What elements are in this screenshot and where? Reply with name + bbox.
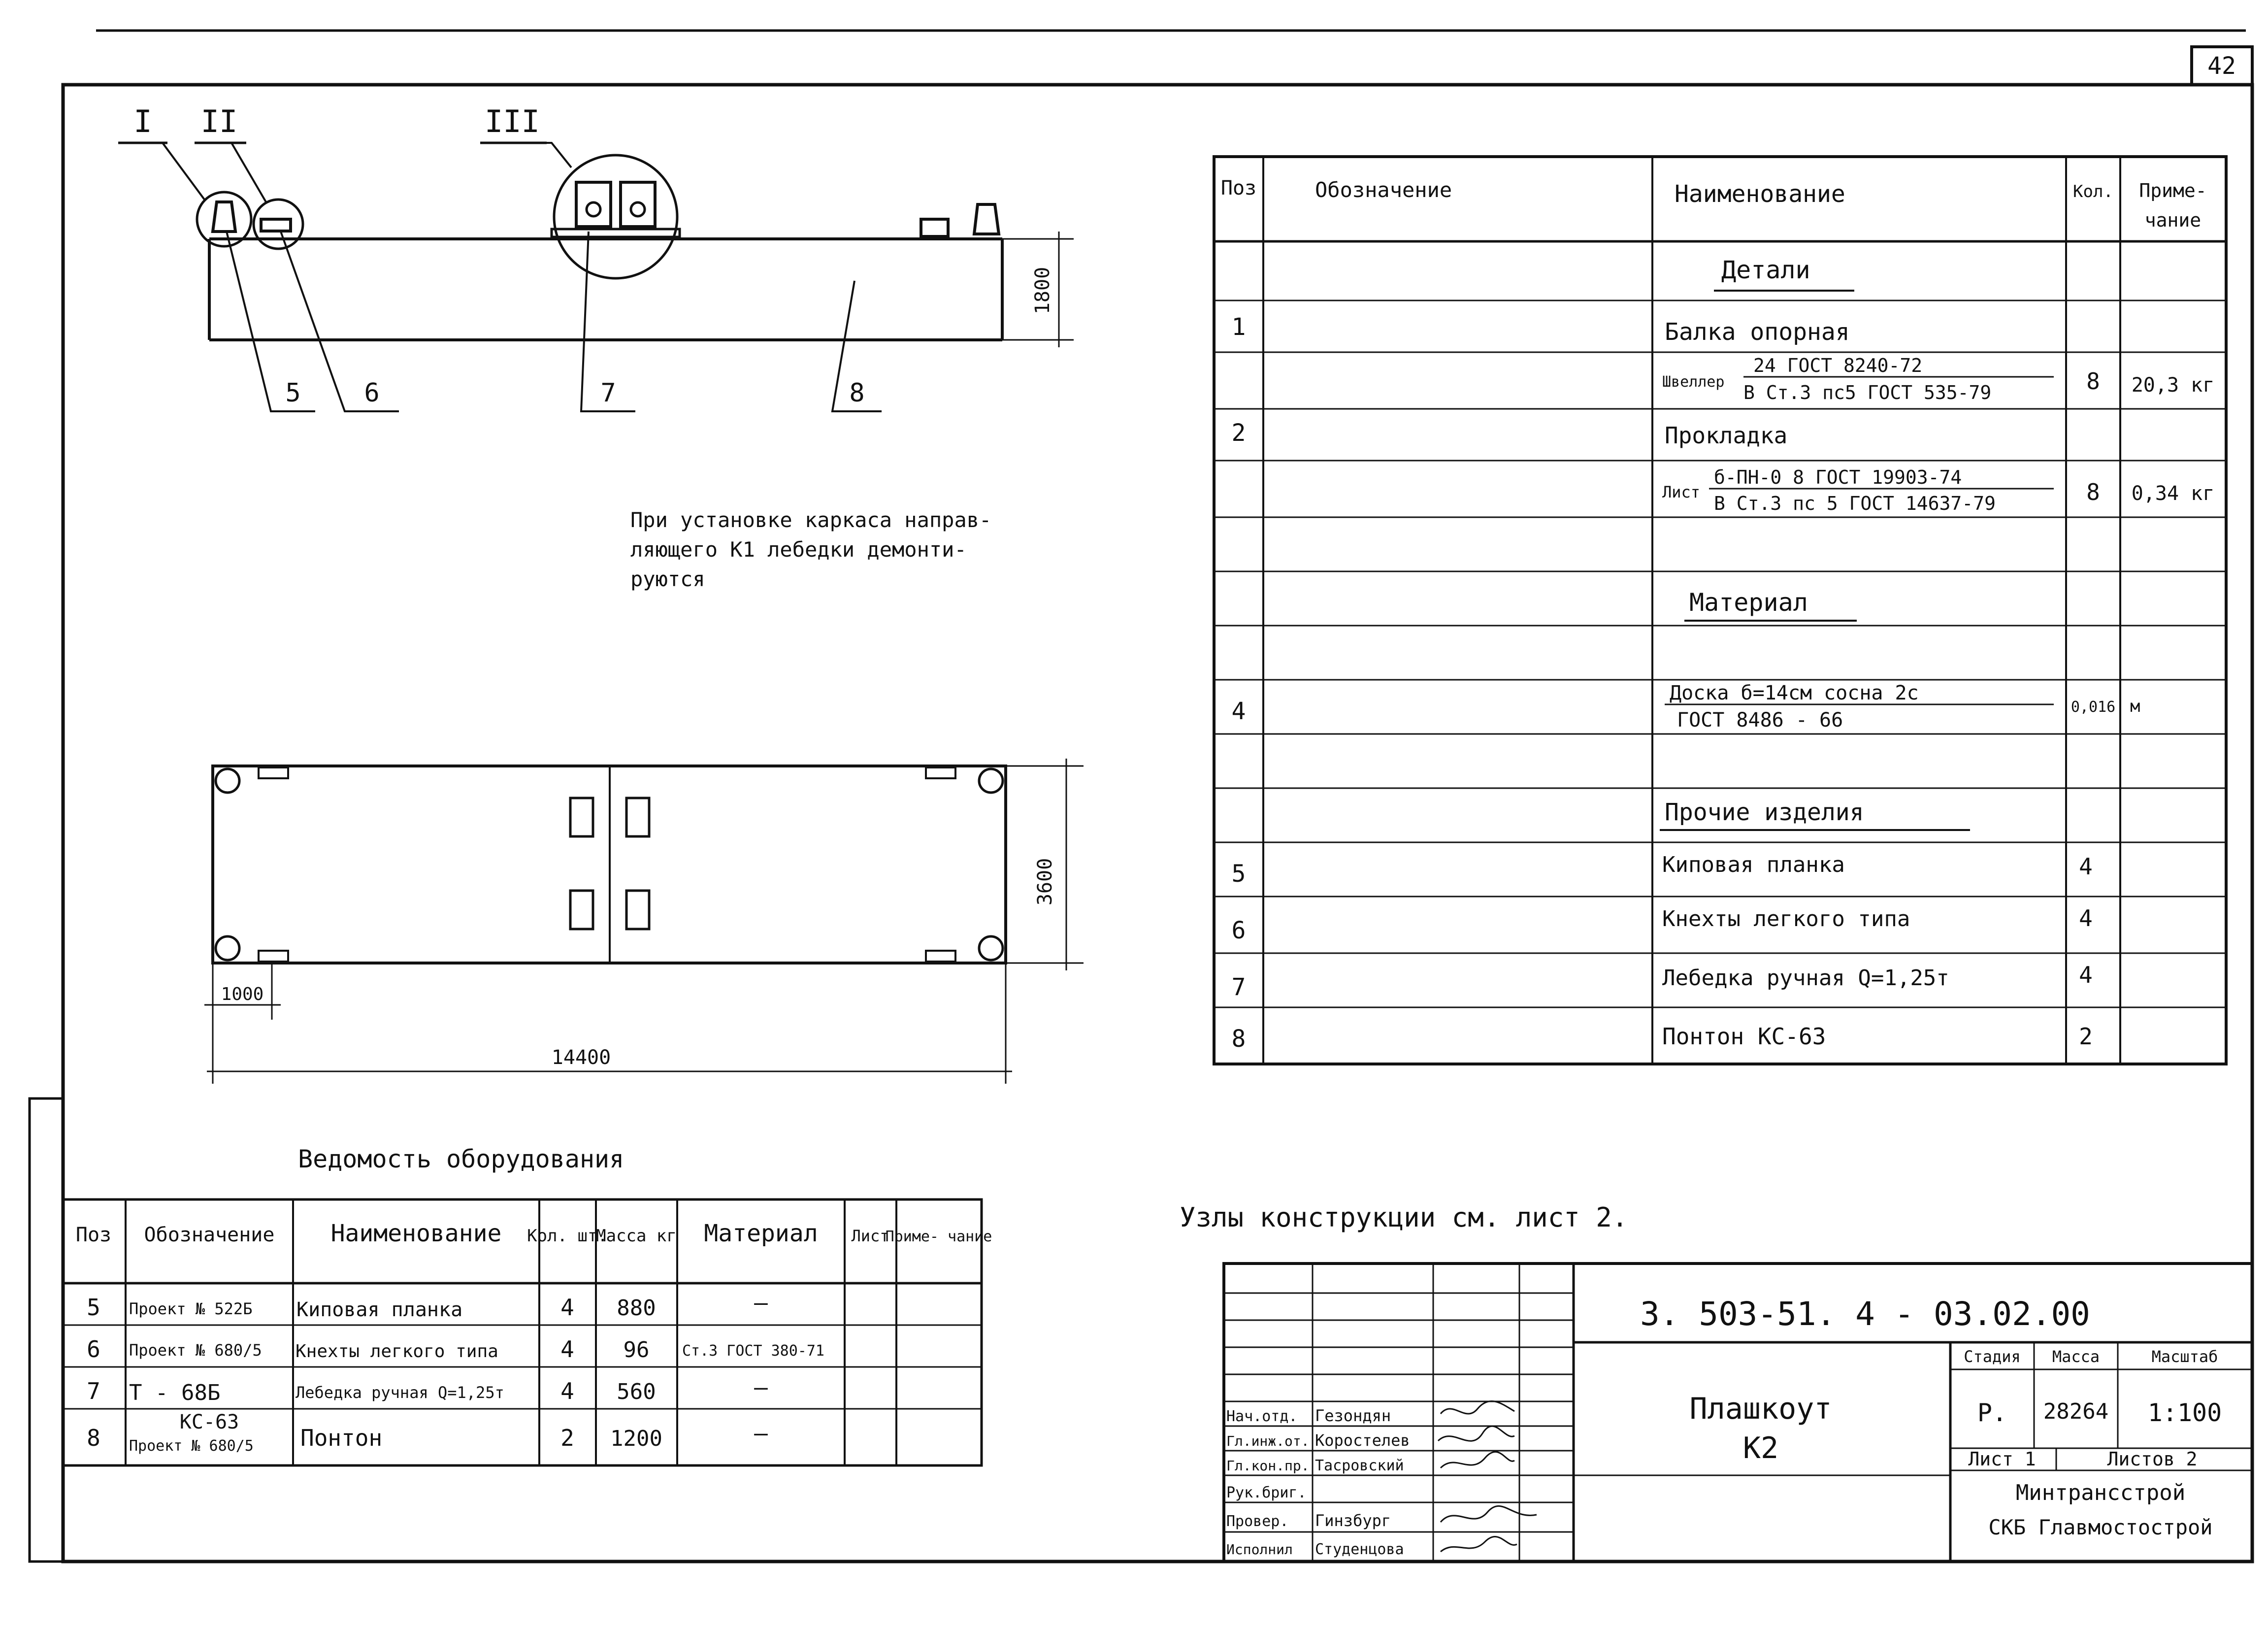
mass-value: 28264 bbox=[2043, 1399, 2109, 1424]
plan-height-dimension: 3600 bbox=[1034, 858, 1056, 906]
position-label-6: 6 bbox=[364, 378, 380, 408]
equipment-title: Ведомость оборудования bbox=[298, 1145, 625, 1173]
equip-name-8: Понтон bbox=[300, 1425, 383, 1451]
position-label-8: 8 bbox=[849, 378, 865, 408]
equip-qty-5: 4 bbox=[560, 1294, 574, 1321]
spec-qty-8: 2 bbox=[2079, 1023, 2093, 1050]
equip-pos-7: 7 bbox=[87, 1378, 100, 1404]
staff-role-4: Рук.бриг. bbox=[1226, 1484, 1307, 1501]
equip-pos-6: 6 bbox=[87, 1336, 100, 1363]
callout-label-II: II bbox=[200, 103, 238, 139]
spec-pos-4: 4 bbox=[1231, 698, 1246, 725]
spec-header-name: Наименование bbox=[1675, 180, 1845, 208]
equip-header-mass: Масса кг bbox=[596, 1226, 677, 1246]
spec-section-details: Детали bbox=[1721, 256, 1810, 284]
equip-header-qty: Кол. шт. bbox=[527, 1226, 608, 1246]
scale-value: 1:100 bbox=[2147, 1398, 2222, 1427]
spec-sheet-bottom: В Ст.3 пс 5 ГОСТ 14637-79 bbox=[1714, 493, 1996, 514]
equip-mass-5: 880 bbox=[617, 1296, 656, 1321]
staff-name-5: Гинзбург bbox=[1315, 1511, 1391, 1530]
equip-name-7: Лебедка ручная Q=1,25т bbox=[296, 1383, 504, 1402]
spec-pos-6: 6 bbox=[1231, 917, 1246, 944]
equip-code2-8: Проект № 680/5 bbox=[129, 1437, 254, 1455]
equip-material-7: — bbox=[754, 1374, 768, 1400]
spec-name-5: Киповая планка bbox=[1662, 852, 1845, 877]
spec-header-note-1: Приме- bbox=[2139, 180, 2207, 201]
equip-material-8: — bbox=[754, 1420, 768, 1446]
spec-channel-bottom: В Ст.3 пс5 ГОСТ 535-79 bbox=[1743, 382, 1992, 403]
equip-mass-7: 560 bbox=[617, 1379, 656, 1404]
title-line-2: К2 bbox=[1742, 1431, 1779, 1465]
staff-role-2: Гл.инж.от. bbox=[1226, 1433, 1310, 1449]
plan-width-dimension: 14400 bbox=[551, 1046, 611, 1069]
spec-board-bottom: ГОСТ 8486 - 66 bbox=[1677, 709, 1843, 731]
equip-header-sheet: Лист bbox=[851, 1227, 889, 1245]
spec-qty-6: 4 bbox=[2079, 905, 2093, 931]
staff-role-1: Нач.отд. bbox=[1226, 1408, 1298, 1425]
equip-material-6: Ст.3 ГОСТ 380-71 bbox=[682, 1342, 824, 1360]
spec-note-sheet: 0,34 кг bbox=[2131, 482, 2215, 505]
equip-code-6: Проект № 680/5 bbox=[129, 1341, 262, 1360]
spec-channel-top: 24 ГОСТ 8240-72 bbox=[1753, 355, 1923, 376]
equip-material-5: — bbox=[754, 1289, 768, 1316]
signature-5 bbox=[1441, 1506, 1537, 1522]
installation-note bbox=[630, 508, 991, 591]
equip-qty-7: 4 bbox=[560, 1378, 574, 1404]
equip-header-material: Материал bbox=[704, 1220, 818, 1247]
equip-mass-8: 1200 bbox=[610, 1426, 662, 1451]
equip-header-pos: Поз bbox=[75, 1224, 112, 1246]
spec-unit-board: м bbox=[2130, 697, 2140, 716]
equip-qty-6: 4 bbox=[560, 1336, 574, 1363]
position-label-5: 5 bbox=[285, 378, 301, 408]
equip-header-name: Наименование bbox=[330, 1220, 502, 1247]
spec-sheet-top: б-ПН-0 8 ГОСТ 19903-74 bbox=[1714, 466, 1962, 488]
spec-header-designation: Обозначение bbox=[1315, 178, 1452, 202]
spec-pos-7: 7 bbox=[1231, 973, 1246, 1001]
sheets-value: Листов 2 bbox=[2107, 1448, 2198, 1470]
staff-name-1: Гезондян bbox=[1315, 1406, 1391, 1425]
spec-qty-7: 4 bbox=[2079, 962, 2093, 988]
plan-offset-dimension: 1000 bbox=[221, 984, 264, 1004]
staff-role-5: Провер. bbox=[1226, 1513, 1289, 1530]
spec-note-channel: 20,3 кг bbox=[2131, 374, 2215, 397]
equip-name-6: Кнехты легкого типа bbox=[296, 1341, 498, 1362]
callout-label-III: III bbox=[485, 103, 540, 139]
equip-pos-8: 8 bbox=[87, 1425, 100, 1451]
equip-mass-6: 96 bbox=[623, 1337, 650, 1363]
equip-qty-8: 2 bbox=[560, 1425, 574, 1451]
staff-role-3: Гл.кон.пр. bbox=[1226, 1458, 1310, 1474]
staff-role-6: Исполнил bbox=[1226, 1541, 1293, 1558]
stage-label: Стадия bbox=[1964, 1347, 2021, 1366]
spec-pos-5: 5 bbox=[1231, 860, 1246, 888]
spec-section-material: Материал bbox=[1689, 588, 1808, 617]
equip-code-7: Т - 68Б bbox=[129, 1380, 221, 1405]
spec-pos-2: 2 bbox=[1231, 419, 1246, 447]
sheet-frame bbox=[63, 85, 2252, 1562]
spec-pos-1: 1 bbox=[1231, 313, 1246, 341]
nodes-note: Узлы конструкции см. лист 2. bbox=[1180, 1202, 1628, 1233]
specification-table bbox=[1214, 157, 2226, 1064]
spec-name-7: Лебедка ручная Q=1,25т bbox=[1662, 965, 1949, 991]
organization-1: Минтрансстрой bbox=[2015, 1480, 2186, 1505]
spec-prefix-sheet: Лист bbox=[1662, 483, 1701, 501]
note-line-3: руются bbox=[630, 567, 705, 591]
sheet-value: Лист 1 bbox=[1968, 1448, 2036, 1470]
spec-board-top: Доска б=14см сосна 2с bbox=[1670, 682, 1919, 704]
spec-qty-5: 4 bbox=[2079, 853, 2093, 880]
callout-label-I: I bbox=[133, 103, 152, 139]
signature-3 bbox=[1441, 1452, 1514, 1468]
binding-strip bbox=[30, 1098, 63, 1562]
spec-qty-board: 0,016 bbox=[2071, 698, 2116, 716]
spec-header-pos: Поз bbox=[1220, 177, 1257, 199]
staff-name-3: Тасровский bbox=[1315, 1457, 1404, 1474]
equip-code-8: КС-63 bbox=[179, 1411, 239, 1433]
scale-label: Масштаб bbox=[2151, 1347, 2218, 1366]
height-dimension: 1800 bbox=[1031, 266, 1054, 315]
signature-2 bbox=[1438, 1426, 1514, 1441]
spec-name-6: Кнехты легкого типа bbox=[1662, 906, 1910, 931]
signature-1 bbox=[1441, 1401, 1514, 1414]
title-line-1: Плашкоут bbox=[1689, 1392, 1832, 1426]
note-line-2: ляющего К1 лебедки демонти- bbox=[630, 537, 967, 562]
spec-name-8: Понтон КС-63 bbox=[1662, 1023, 1826, 1050]
equip-header-designation: Обозначение bbox=[144, 1224, 275, 1246]
title-block bbox=[1224, 1263, 2252, 1562]
callout-circle-III bbox=[554, 155, 677, 278]
note-line-1: При установке каркаса направ- bbox=[630, 508, 992, 532]
mass-label: Масса bbox=[2052, 1347, 2100, 1366]
spec-header-qty: Кол. bbox=[2073, 182, 2113, 201]
plan-view bbox=[204, 759, 1084, 1084]
spec-qty-channel: 8 bbox=[2086, 368, 2100, 395]
staff-name-2: Коростелев bbox=[1315, 1431, 1410, 1450]
signature-6 bbox=[1441, 1537, 1517, 1552]
organization-2: СКБ Главмостострой bbox=[1988, 1515, 2213, 1539]
spec-header-note-2: чание bbox=[2144, 209, 2202, 231]
equip-code-5: Проект № 522Б bbox=[129, 1299, 253, 1318]
equip-header-note: Приме- чание bbox=[885, 1228, 992, 1245]
spec-pos-8: 8 bbox=[1231, 1025, 1246, 1053]
staff-name-6: Студенцова bbox=[1315, 1541, 1404, 1558]
elevation-view bbox=[118, 103, 1074, 411]
document-number: 3. 503-51. 4 - 03.02.00 bbox=[1640, 1295, 2090, 1333]
equip-pos-5: 5 bbox=[87, 1294, 100, 1321]
equipment-table bbox=[63, 1145, 992, 1465]
stage-value: Р. bbox=[1977, 1398, 2007, 1427]
spec-qty-sheet: 8 bbox=[2086, 479, 2100, 505]
spec-name-2: Прокладка bbox=[1665, 422, 1788, 449]
spec-name-1: Балка опорная bbox=[1665, 318, 1850, 346]
page-number: 42 bbox=[2207, 52, 2236, 80]
position-label-7: 7 bbox=[600, 378, 616, 408]
spec-prefix-channel: Швеллер bbox=[1662, 373, 1725, 391]
equip-name-5: Киповая планка bbox=[296, 1298, 463, 1321]
spec-section-other: Прочие изделия bbox=[1665, 798, 1864, 826]
